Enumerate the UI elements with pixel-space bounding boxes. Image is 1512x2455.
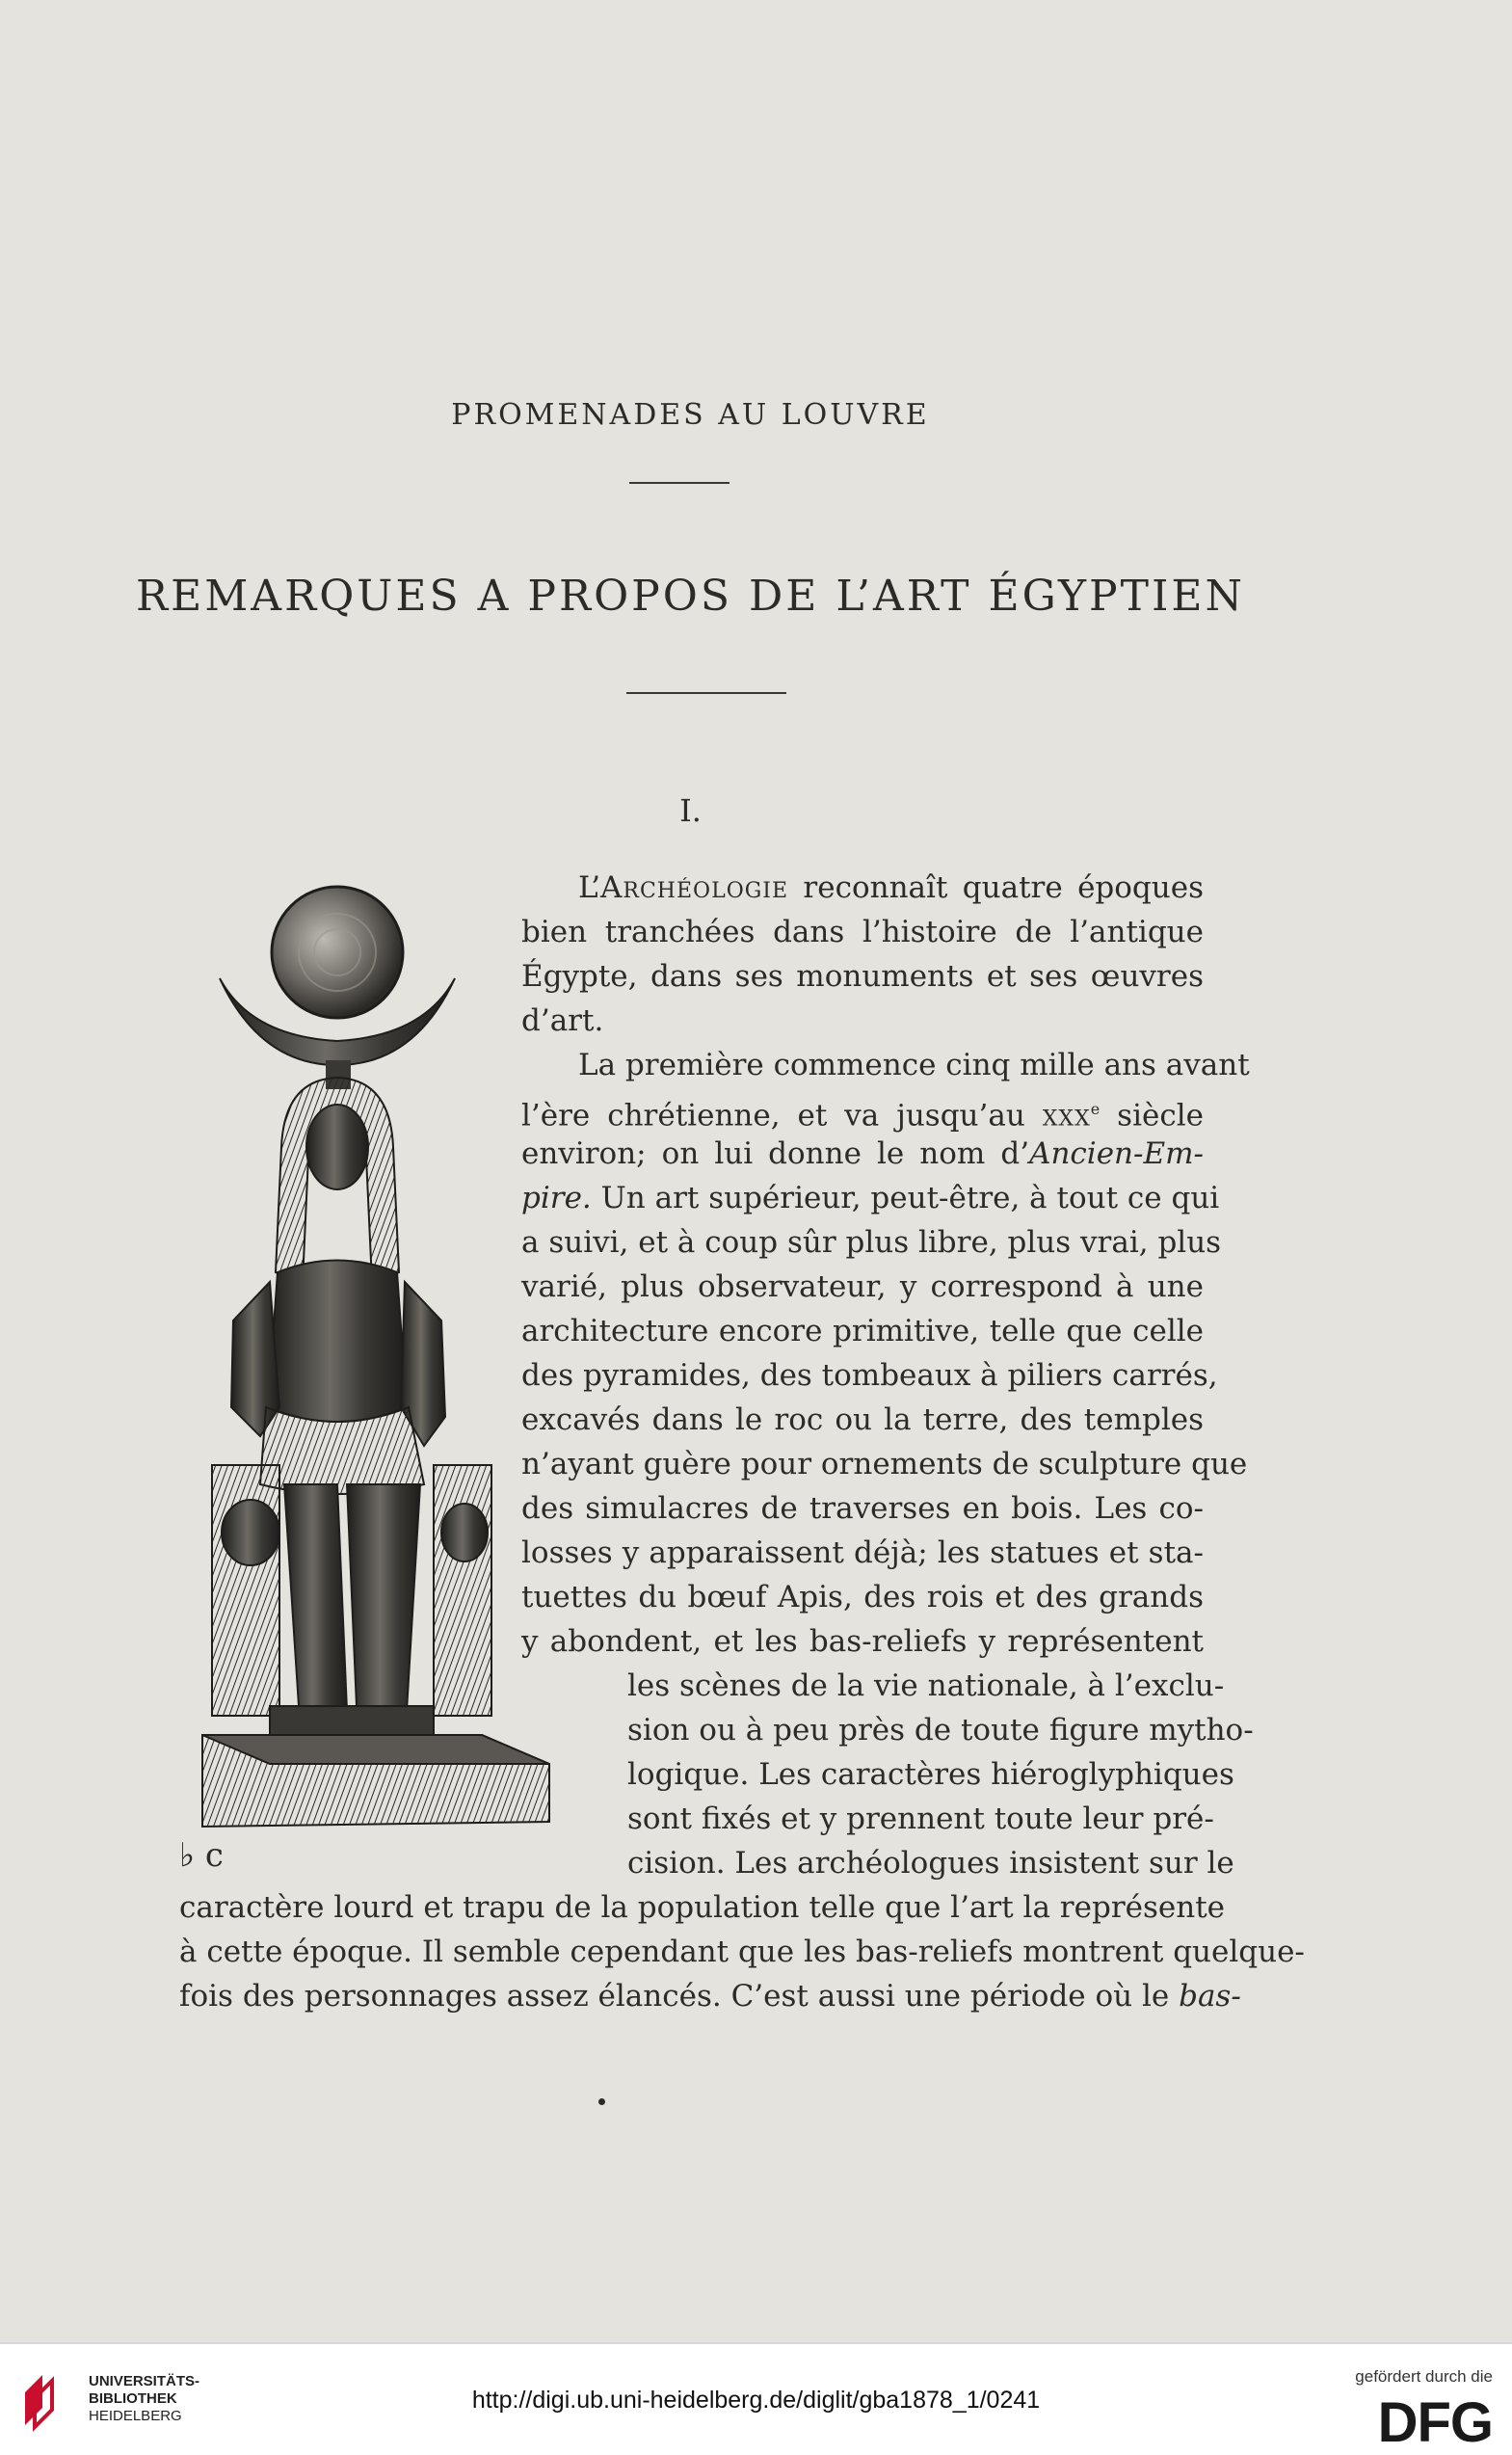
- body-line: des pyramides, des tombeaux à piliers carrés,: [521, 1358, 1218, 1393]
- body-line: tuettes du bœuf Apis, des rois et des grands: [521, 1580, 1204, 1614]
- title-rule-long: [626, 692, 786, 694]
- dfg-logo: DFG: [1377, 2391, 1493, 2454]
- permalink-url[interactable]: http://digi.ub.uni-heidelberg.de/diglit/gba1878_1/0241: [471, 2387, 1041, 2414]
- body-line: sont fixés et y prennent toute leur pré-: [627, 1801, 1214, 1836]
- body-line: bien tranchées dans l’histoire de l’antique: [521, 915, 1204, 949]
- body-line: losses y apparaissent déjà; les statues et sta-: [521, 1535, 1204, 1570]
- body-line: pire. Un art supérieur, peut-être, à tout ce qui: [521, 1181, 1220, 1215]
- body-line: L’Archéologie reconnaît quatre époques: [578, 870, 1204, 905]
- running-title: PROMENADES AU LOUVRE: [451, 398, 930, 432]
- body-line: architecture encore primitive, telle que celle: [521, 1314, 1204, 1348]
- page-dot: [598, 2098, 605, 2105]
- body-line: excavés dans le roc ou la terre, des temples: [521, 1402, 1204, 1437]
- funding-note: gefördert durch die: [1355, 2367, 1493, 2386]
- body-line: a suivi, et à coup sûr plus libre, plus vrai, plus: [521, 1225, 1222, 1260]
- institution-line: UNIVERSITÄTS-: [89, 2373, 200, 2389]
- section-number: I.: [679, 792, 702, 829]
- article-title: REMARQUES A PROPOS DE L’ART ÉGYPTIEN: [136, 572, 1245, 621]
- body-line: La première commence cinq mille ans avant: [578, 1048, 1250, 1082]
- body-line: y abondent, et les bas-reliefs y représentent: [521, 1624, 1204, 1659]
- body-line: les scènes de la vie nationale, à l’exclu-: [627, 1668, 1225, 1703]
- body-line: sion ou à peu près de toute figure mytho-: [627, 1713, 1254, 1748]
- body-line: cision. Les archéologues insistent sur le: [627, 1846, 1234, 1881]
- body-line: Égypte, dans ses monuments et ses œuvres: [521, 959, 1204, 994]
- body-line: fois des personnages assez élancés. C’est aussi une période où le bas-: [179, 1979, 1241, 2014]
- body-line: des simulacres de traverses en bois. Les co-: [521, 1491, 1204, 1526]
- body-line: l’ère chrétienne, et va jusqu’au xxx$^e$ siècle: [521, 1098, 1204, 1134]
- body-line: caractère lourd et trapu de la population telle que l’art la représente: [179, 1890, 1225, 1925]
- engraver-mark: ♭ c: [179, 1836, 224, 1875]
- body-line: d’art.: [521, 1003, 604, 1038]
- body-line: varié, plus observateur, y correspond à une: [521, 1269, 1204, 1304]
- footer-bar: [0, 2342, 1512, 2455]
- institution-line: BIBLIOTHEK: [89, 2390, 177, 2407]
- body-line: n’ayant guère pour ornements de sculpture que: [521, 1447, 1248, 1481]
- institution-line: HEIDELBERG: [89, 2408, 182, 2424]
- title-rule-short: [629, 482, 729, 484]
- body-line: logique. Les caractères hiéroglyphiques: [627, 1757, 1234, 1792]
- body-line: à cette époque. Il semble cependant que les bas-reliefs montrent quelque-: [179, 1935, 1305, 1969]
- body-line: environ; on lui donne le nom d’Ancien-Em-: [521, 1136, 1204, 1171]
